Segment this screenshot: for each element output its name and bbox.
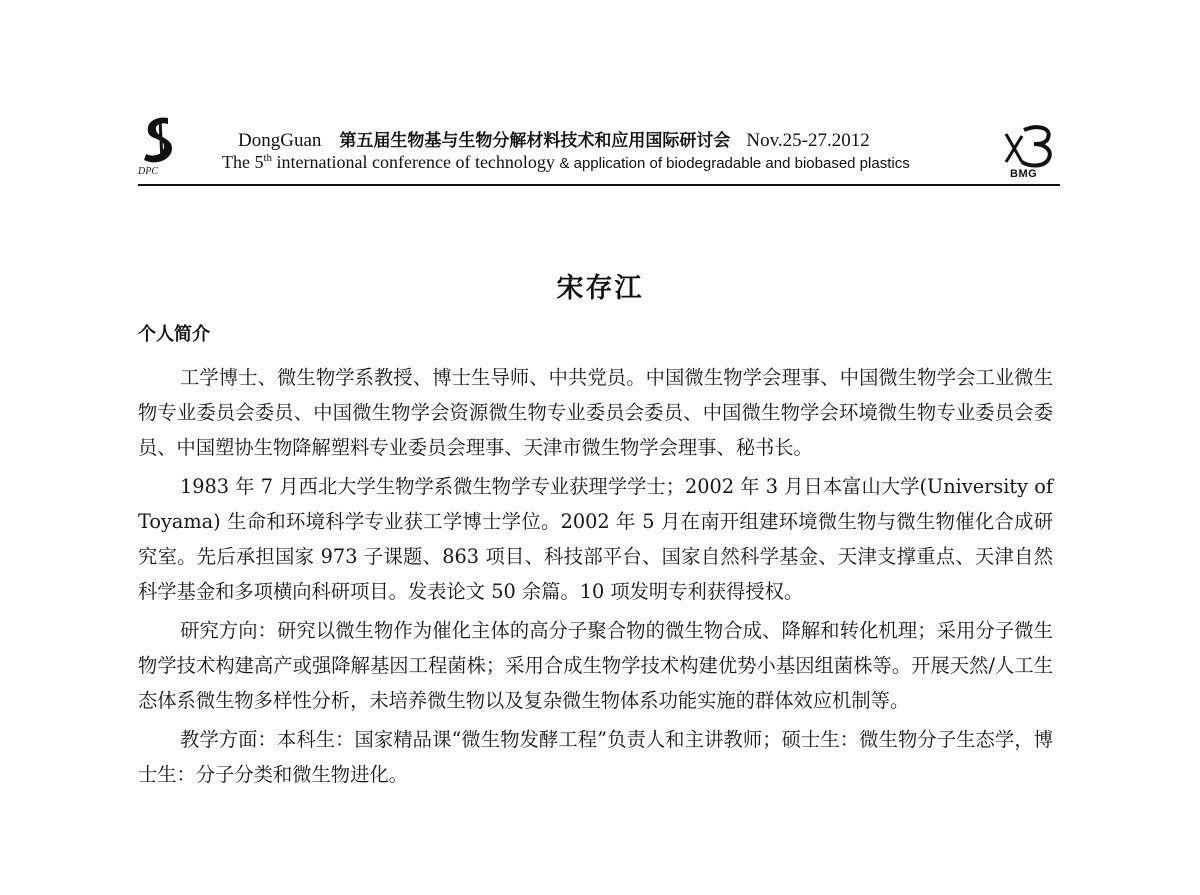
paragraph-2: 1983 年 7 月西北大学生物学系微生物学专业获理学学士；2002 年 3 月日本富山大学(University of Toyama) 生命和环境科学专业获工学博士学位。2002 年 5 月在南开组建环境微生物与微生物催化合成研究室。先后承担国家 973 子课题、863 项目、科技部平台、国家自然科学基金、天津支撑重点、天津自然科学基金和多项横向科研项目。发表论文 50 余篇。10 项发明专利获得授权。 [138, 475, 1053, 603]
dpc-logo [138, 114, 182, 180]
header-line2-prefix: The 5 [222, 152, 264, 172]
dpc-logo-icon [138, 114, 178, 166]
bmg-logo-icon [1004, 122, 1058, 168]
bmg-logo-caption: BMG [1010, 168, 1038, 180]
conference-header [138, 112, 1058, 188]
dpc-logo-caption: DPC [138, 166, 158, 177]
header-city: DongGuan [238, 130, 322, 151]
header-title-cn: 第五届生物基与生物分解材料技术和应用国际研讨会 [339, 131, 731, 151]
header-line2-serif: international conference of technology [272, 152, 560, 172]
profile-body [138, 360, 1053, 796]
header-rule [138, 184, 1060, 186]
header-line2-sup: th [263, 152, 273, 164]
paragraph-1: 工学博士、微生物学系教授、博士生导师、中共党员。中国微生物学会理事、中国微生物学会工业微生物专业委员会委员、中国微生物学会资源微生物专业委员会委员、中国微生物学会环境微生物专业委员会委员、中国塑协生物降解塑料专业委员会理事、天津市微生物学会理事、秘书长。 [138, 366, 1053, 459]
paragraph-4: 教学方面：本科生：国家精品课“微生物发酵工程”负责人和主讲教师；硕士生：微生物分子生态学，博士生：分子分类和微生物进化。 [138, 728, 1053, 786]
section-heading: 个人简介 [138, 324, 210, 345]
header-line2-sans: & application of biodegradable and biobased plastics [559, 155, 910, 172]
header-line-2 [222, 152, 910, 173]
header-dates: Nov.25-27.2012 [746, 130, 870, 151]
paragraph-3: 研究方向：研究以微生物作为催化主体的高分子聚合物的微生物合成、降解和转化机理；采用分子微生物学技术构建高产或强降解基因工程菌株；采用合成生物学技术构建优势小基因组菌株等。开展天然/人工生态体系微生物多样性分析，未培养微生物以及复杂微生物体系功能实施的群体效应机制等。 [138, 619, 1053, 712]
page-title: 宋存江 [556, 273, 644, 304]
bmg-logo [1004, 122, 1058, 182]
header-line-1 [238, 126, 870, 152]
